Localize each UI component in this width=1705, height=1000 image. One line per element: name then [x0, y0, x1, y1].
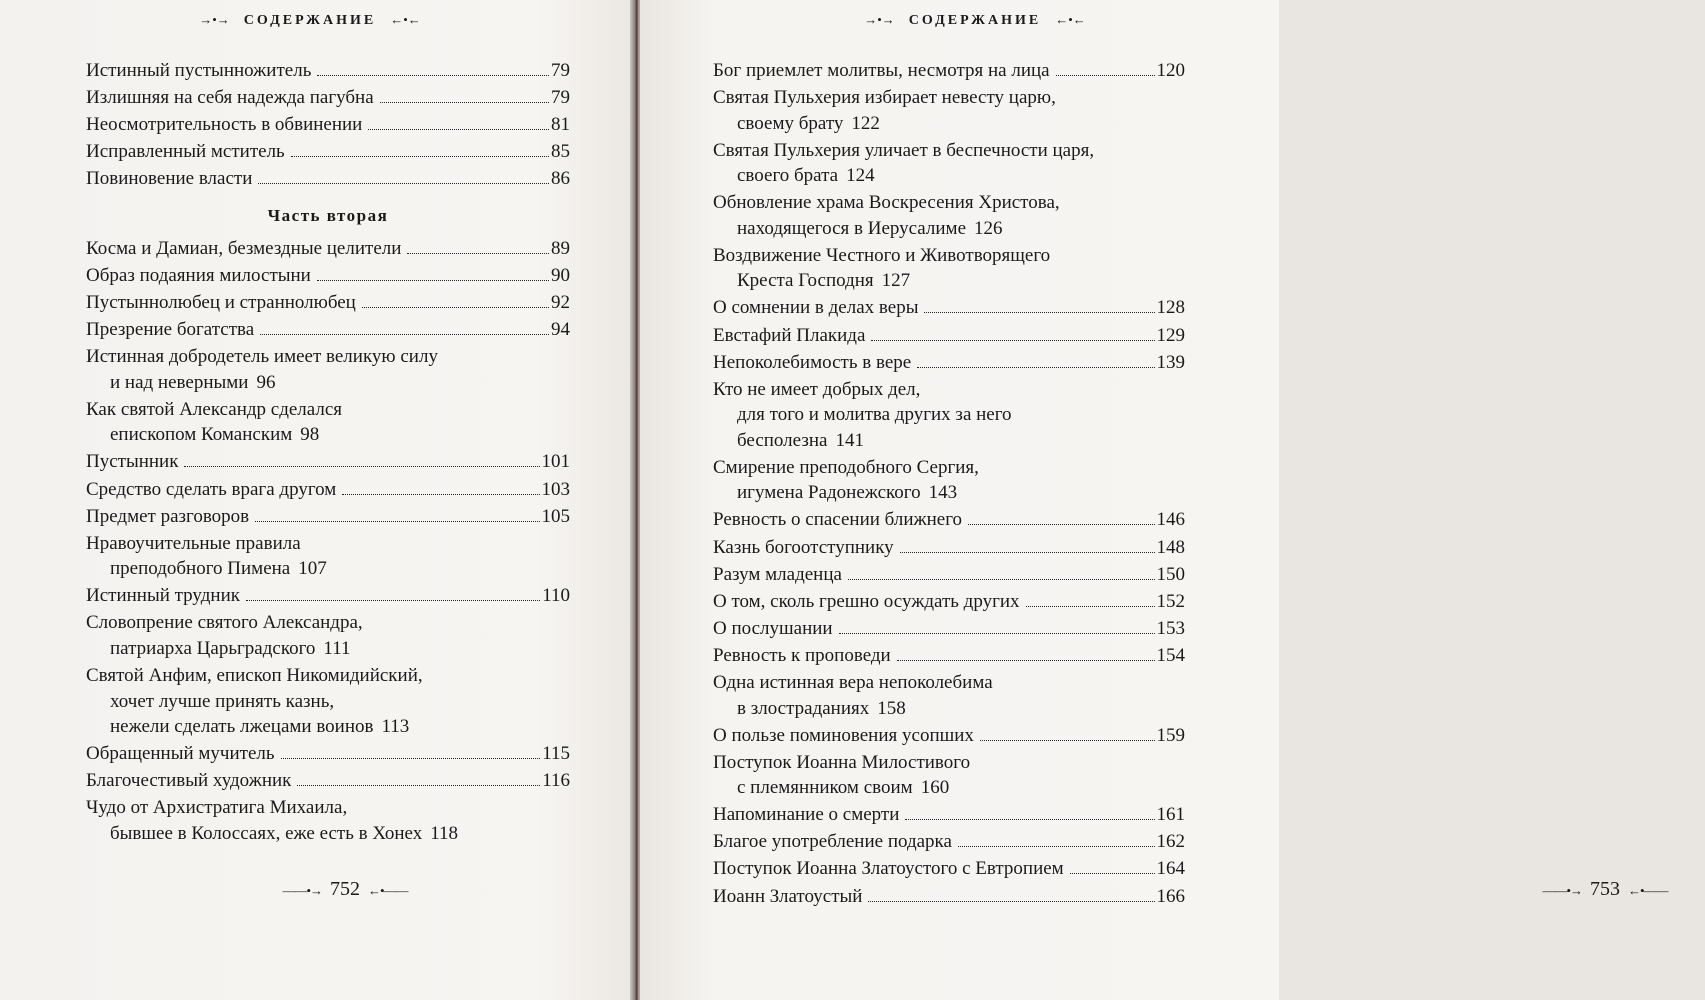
toc-entry-title-line: своего брата: [737, 165, 839, 187]
toc-entry: [86, 263, 570, 289]
toc-entry: [713, 829, 1185, 855]
dot-leader: [924, 312, 1154, 313]
toc-entry-title-line: Одна истинная вера непоколебима: [713, 672, 993, 693]
toc-entry: [713, 455, 1185, 506]
toc-entry: [86, 583, 570, 609]
toc-entry-page: 122: [851, 112, 880, 134]
toc-entry: [713, 643, 1185, 669]
dot-leader: [184, 466, 539, 467]
toc-entry: [86, 139, 570, 165]
toc-entry-row: [713, 589, 1185, 615]
header-title: СОДЕРЖАНИЕ: [908, 13, 1042, 28]
toc-entry-title-line: бесполезна: [737, 429, 828, 451]
toc-entry-page: 152: [1156, 590, 1185, 612]
toc-entry-title-line: Бог приемлет молитвы, несмотря на лица: [713, 60, 1050, 81]
toc-entry: [86, 795, 570, 846]
toc-entry-page: 89: [551, 237, 570, 259]
toc-entry-row: [713, 58, 1185, 84]
dot-leader: [362, 307, 549, 308]
toc-entry: [713, 884, 1185, 910]
toc-entry-page: 79: [551, 87, 570, 109]
toc-entry: [86, 112, 570, 138]
toc-entry: [713, 138, 1185, 189]
toc-entry-title-line: О том, сколь грешно осуждать других: [713, 590, 1020, 612]
toc-entry-title-line: и над неверными: [110, 371, 249, 393]
toc-entry-title-line: Поступок Иоанна Милостивого: [713, 751, 971, 773]
toc-entry-page: 128: [1156, 297, 1185, 319]
toc-entry: [86, 741, 570, 767]
dot-leader: [260, 334, 549, 335]
dot-leader: [868, 901, 1154, 902]
dot-leader: [380, 102, 549, 103]
dot-leader: [291, 156, 549, 157]
toc-entry-title-line: О послушании: [713, 617, 833, 639]
toc-entry-page: 115: [542, 743, 570, 765]
toc-entry-row: [713, 111, 1185, 137]
dot-leader: [958, 846, 1155, 847]
toc-entry-row: [713, 507, 1185, 533]
toc-entry: [713, 750, 1185, 801]
toc-entry: [86, 477, 570, 503]
toc-entry-page: 101: [541, 451, 570, 473]
toc-entry: [713, 670, 1185, 721]
toc-entry-title-line: Средство сделать врага другом: [86, 478, 337, 500]
dot-leader: [255, 521, 539, 522]
toc-entry-title-line: Кто не имеет добрых дел,: [713, 378, 921, 400]
toc-entry-title-line: Косма и Дамиан, безмездные целители: [86, 237, 402, 259]
toc-entry-title-line: игумена Радонежского: [737, 482, 921, 504]
toc-entry-page: 143: [928, 482, 958, 504]
ornament-left: →•→: [864, 12, 895, 27]
toc-entry-page: 164: [1156, 858, 1185, 880]
header-title: СОДЕРЖАНИЕ: [243, 13, 377, 28]
toc-entry: [86, 166, 570, 192]
toc-entry: [713, 323, 1185, 349]
toc-entry-row: [713, 428, 1185, 454]
toc-entry-title-line: находящегося в Иерусалиме: [737, 217, 967, 239]
toc-entry-row: [713, 562, 1185, 588]
toc-entry-row: [86, 714, 570, 740]
toc-entry-row: [86, 477, 570, 503]
toc-entry-title-line: бывшее в Колоссаях, еже есть в Хонех: [110, 822, 423, 844]
toc-entry-row: [86, 504, 570, 530]
toc-entry-row: [86, 556, 570, 582]
toc-entry-title-line: хочет лучше принять казнь,: [110, 690, 335, 712]
toc-entry-title-line: для того и молитва других за него: [737, 404, 1012, 426]
right-page-header: [845, 12, 1105, 29]
toc-entry: [86, 449, 570, 475]
toc-entry-page: 159: [1156, 724, 1185, 746]
toc-entry-title-line: Нравоучительные правила: [86, 532, 301, 554]
toc-entry-page: 98: [300, 424, 320, 446]
toc-entry-page: 153: [1156, 617, 1185, 639]
toc-entry-page: 141: [835, 429, 864, 451]
toc-entry-title-line: патриарха Царьградского: [110, 637, 316, 659]
toc-entry: [86, 531, 570, 582]
dot-leader: [281, 758, 541, 759]
dot-leader: [980, 740, 1155, 741]
right-toc: [713, 58, 1185, 911]
toc-entry-page: 120: [1156, 60, 1185, 81]
toc-entry-title-line: Благочестивый художник: [86, 770, 292, 792]
toc-entry-row: [713, 268, 1185, 294]
toc-entry-page: 166: [1156, 885, 1185, 907]
toc-entry-row: [86, 449, 570, 475]
toc-entry: [86, 85, 570, 111]
toc-entry-row: [86, 583, 570, 609]
left-toc: [86, 58, 570, 848]
toc-entry-row: [86, 821, 570, 847]
toc-entry-page: 162: [1156, 831, 1185, 853]
toc-entry: [86, 344, 570, 395]
toc-entry-page: 86: [551, 168, 570, 190]
toc-entry-page: 103: [541, 478, 570, 500]
ornament-right: ←•——: [1628, 883, 1668, 898]
dot-leader: [246, 600, 540, 601]
dot-leader: [1026, 606, 1155, 607]
toc-entry: [713, 535, 1185, 561]
toc-entry-title-line: Святая Пульхерия уличает в беспечности царя,: [713, 139, 1095, 161]
toc-entry-title-line: Истинный пустынножитель: [86, 60, 312, 81]
toc-entry-row: [86, 741, 570, 767]
toc-entry-row: [713, 535, 1185, 561]
ornament-left: ——•→: [282, 883, 322, 898]
toc-entry-row: [86, 112, 570, 138]
ornament-left: →•→: [199, 12, 230, 27]
toc-entry-title-line: О пользе поминовения усопших: [713, 724, 974, 746]
dot-leader: [1056, 75, 1155, 76]
toc-entry-page: 92: [551, 292, 570, 314]
toc-entry: [86, 663, 570, 740]
toc-entry-title-line: Ревность к проповеди: [713, 644, 891, 666]
dot-leader: [258, 183, 549, 184]
toc-entry: [86, 58, 570, 84]
toc-entry-title-line: Пустынник: [86, 451, 179, 473]
toc-entry-page: 127: [881, 270, 911, 292]
toc-entry-page: 111: [323, 637, 351, 659]
toc-entry-title-line: с племянником своим: [737, 777, 913, 799]
toc-entry-row: [86, 85, 570, 111]
toc-entry-row: [86, 236, 570, 262]
toc-entry-title-line: Излишняя на себя надежда пагубна: [86, 87, 374, 109]
toc-entry: [713, 58, 1185, 84]
toc-entry: [713, 85, 1185, 136]
toc-entry-page: 94: [551, 319, 570, 341]
toc-entry-title-line: Евстафий Плакида: [713, 324, 866, 346]
toc-entry-page: 148: [1156, 536, 1185, 558]
dot-leader: [871, 340, 1154, 341]
dot-leader: [317, 75, 549, 76]
toc-entry: [713, 723, 1185, 749]
toc-entry-page: 81: [551, 114, 570, 136]
toc-entry-row: [86, 139, 570, 165]
toc-entry-row: [713, 295, 1185, 321]
page-number: 753: [1590, 878, 1620, 900]
dot-leader: [407, 253, 549, 254]
toc-entry-row: [713, 323, 1185, 349]
toc-entry-title-line: О сомнении в делах веры: [713, 297, 919, 319]
toc-entry-page: 118: [430, 822, 459, 844]
toc-entry-page: 79: [551, 60, 570, 81]
toc-entry: [713, 856, 1185, 882]
dot-leader: [917, 367, 1154, 368]
toc-entry: [713, 589, 1185, 615]
toc-entry-title-line: Чудо от Архистратига Михаила,: [86, 797, 348, 819]
toc-entry: [713, 190, 1185, 241]
toc-entry-row: [713, 480, 1185, 506]
toc-entry: [86, 610, 570, 661]
toc-entry-row: [713, 643, 1185, 669]
toc-entry-title-line: Иоанн Златоустый: [713, 885, 863, 907]
toc-entry-row: [713, 775, 1185, 801]
toc-entry-title-line: Непоколебимость в вере: [713, 351, 912, 373]
toc-entry-page: 85: [551, 141, 570, 163]
toc-entry-page: 160: [920, 777, 950, 799]
right-page-footer: [1505, 878, 1705, 901]
toc-entry-page: 107: [298, 558, 327, 580]
toc-entry: [86, 317, 570, 343]
toc-entry-row: [713, 216, 1185, 242]
toc-entry-title-line: Смирение преподобного Сергия,: [713, 456, 979, 478]
toc-entry-title-line: Разум младенца: [713, 563, 842, 585]
toc-entry-row: [86, 422, 570, 448]
toc-entry-page: 110: [542, 585, 570, 607]
toc-entry: [713, 562, 1185, 588]
dot-leader: [897, 660, 1155, 661]
toc-entry: [713, 377, 1185, 454]
toc-entry-row: [86, 636, 570, 662]
toc-list: [86, 58, 570, 192]
toc-entry-row: [713, 163, 1185, 189]
toc-entry: [86, 504, 570, 530]
toc-entry-row: [713, 884, 1185, 910]
toc-entry-title-line: Обращенный мучитель: [86, 743, 275, 765]
toc-entry: [86, 397, 570, 448]
toc-entry-page: 146: [1156, 509, 1185, 531]
toc-entry-title-line: Креста Господня: [737, 270, 874, 292]
dot-leader: [317, 280, 549, 281]
toc-entry: [713, 616, 1185, 642]
toc-entry-row: [86, 58, 570, 84]
toc-entry-title-line: Поступок Иоанна Златоустого с Евтропием: [713, 858, 1064, 880]
toc-entry-title-line: Как святой Александр сделался: [86, 398, 343, 420]
toc-entry: [713, 243, 1185, 294]
toc-entry-title-line: Ревность о спасении ближнего: [713, 509, 963, 531]
toc-entry-title-line: Благое употребление подарка: [713, 831, 952, 853]
toc-entry-title-line: Образ подаяния милостыни: [86, 264, 311, 286]
toc-entry-page: 96: [256, 371, 276, 393]
toc-entry-title-line: Повиновение власти: [86, 168, 253, 190]
dot-leader: [848, 579, 1155, 580]
section-title: Часть вторая: [267, 205, 389, 225]
toc-entry-row: [86, 370, 570, 396]
toc-entry-title-line: Истинная добродетель имеет великую силу: [86, 346, 438, 368]
toc-entry-title-line: Словопрение святого Александра,: [86, 612, 363, 634]
toc-entry-title-line: епископом Команским: [110, 424, 293, 446]
toc-entry-title-line: Обновление храма Воскресения Христова,: [713, 192, 1060, 214]
toc-entry-page: 113: [381, 716, 410, 737]
toc-entry-row: [713, 856, 1185, 882]
ornament-right: ←•←: [390, 12, 421, 27]
toc-entry-row: [713, 802, 1185, 828]
toc-entry-title-line: Презрение богатства: [86, 319, 255, 341]
toc-entry-title-line: Пустыннолюбец и страннолюбец: [86, 292, 356, 314]
toc-entry-row: [86, 768, 570, 794]
toc-entry-page: 90: [551, 264, 570, 286]
dot-leader: [900, 552, 1155, 553]
dot-leader: [342, 494, 539, 495]
dot-leader: [905, 819, 1154, 820]
toc-entry-row: [86, 290, 570, 316]
toc-entry-page: 124: [846, 165, 875, 187]
toc-entry: [713, 802, 1185, 828]
ornament-left: ——•→: [1542, 883, 1582, 898]
toc-entry-page: 116: [542, 770, 570, 792]
dot-leader: [297, 785, 540, 786]
toc-entry-row: [713, 723, 1185, 749]
toc-entry-title-line: Предмет разговоров: [86, 505, 250, 527]
toc-entry-row: [713, 350, 1185, 376]
toc-entry-title-line: нежели сделать лжецами воинов: [110, 716, 374, 737]
toc-entry-title-line: своему брату: [737, 112, 844, 134]
left-page-footer: [245, 878, 445, 901]
toc-entry-row: [713, 616, 1185, 642]
toc-entry: [713, 295, 1185, 321]
toc-entry-page: 150: [1156, 563, 1185, 585]
toc-entry-page: 126: [974, 217, 1003, 239]
left-page-header: [180, 12, 440, 29]
ornament-right: ←•——: [368, 883, 408, 898]
toc-entry-title-line: Святая Пульхерия избирает невесту царю,: [713, 87, 1056, 109]
dot-leader: [1070, 873, 1155, 874]
toc-entry-title-line: Воздвижение Честного и Животворящего: [713, 244, 1051, 266]
toc-entry-page: 105: [541, 505, 570, 527]
toc-entry-page: 139: [1156, 351, 1185, 373]
toc-entry-title-line: Исправленный мститель: [86, 141, 285, 163]
toc-entry: [713, 507, 1185, 533]
toc-entry: [713, 350, 1185, 376]
toc-entry: [86, 290, 570, 316]
dot-leader: [368, 129, 549, 130]
toc-entry-title-line: Неосмотрительность в обвинении: [86, 114, 363, 136]
toc-entry-title-line: Истинный трудник: [86, 585, 240, 607]
toc-entry-title-line: Казнь богоотступнику: [713, 536, 894, 558]
toc-entry-row: [86, 317, 570, 343]
toc-entry-row: [86, 263, 570, 289]
ornament-right: ←•←: [1055, 12, 1086, 27]
dot-leader: [968, 524, 1154, 525]
page-number: 752: [330, 878, 360, 900]
left-page: [0, 0, 632, 1000]
toc-entry-row: [86, 166, 570, 192]
toc-entry-title-line: преподобного Пимена: [110, 558, 291, 580]
toc-entry-page: 154: [1156, 644, 1185, 666]
toc-entry-page: 161: [1156, 804, 1185, 826]
toc-entry: [86, 768, 570, 794]
toc-entry-title-line: Напоминание о смерти: [713, 804, 900, 826]
toc-entry-row: [713, 829, 1185, 855]
dot-leader: [839, 633, 1155, 634]
toc-entry-row: [713, 696, 1185, 722]
toc-entry-title-line: в злостраданиях: [737, 697, 870, 719]
toc-list: [86, 236, 570, 846]
toc-entry: [86, 236, 570, 262]
toc-entry-title-line: Святой Анфим, епископ Никомидийский,: [86, 665, 423, 686]
toc-entry-page: 158: [877, 697, 906, 719]
toc-entry-page: 129: [1156, 324, 1185, 346]
